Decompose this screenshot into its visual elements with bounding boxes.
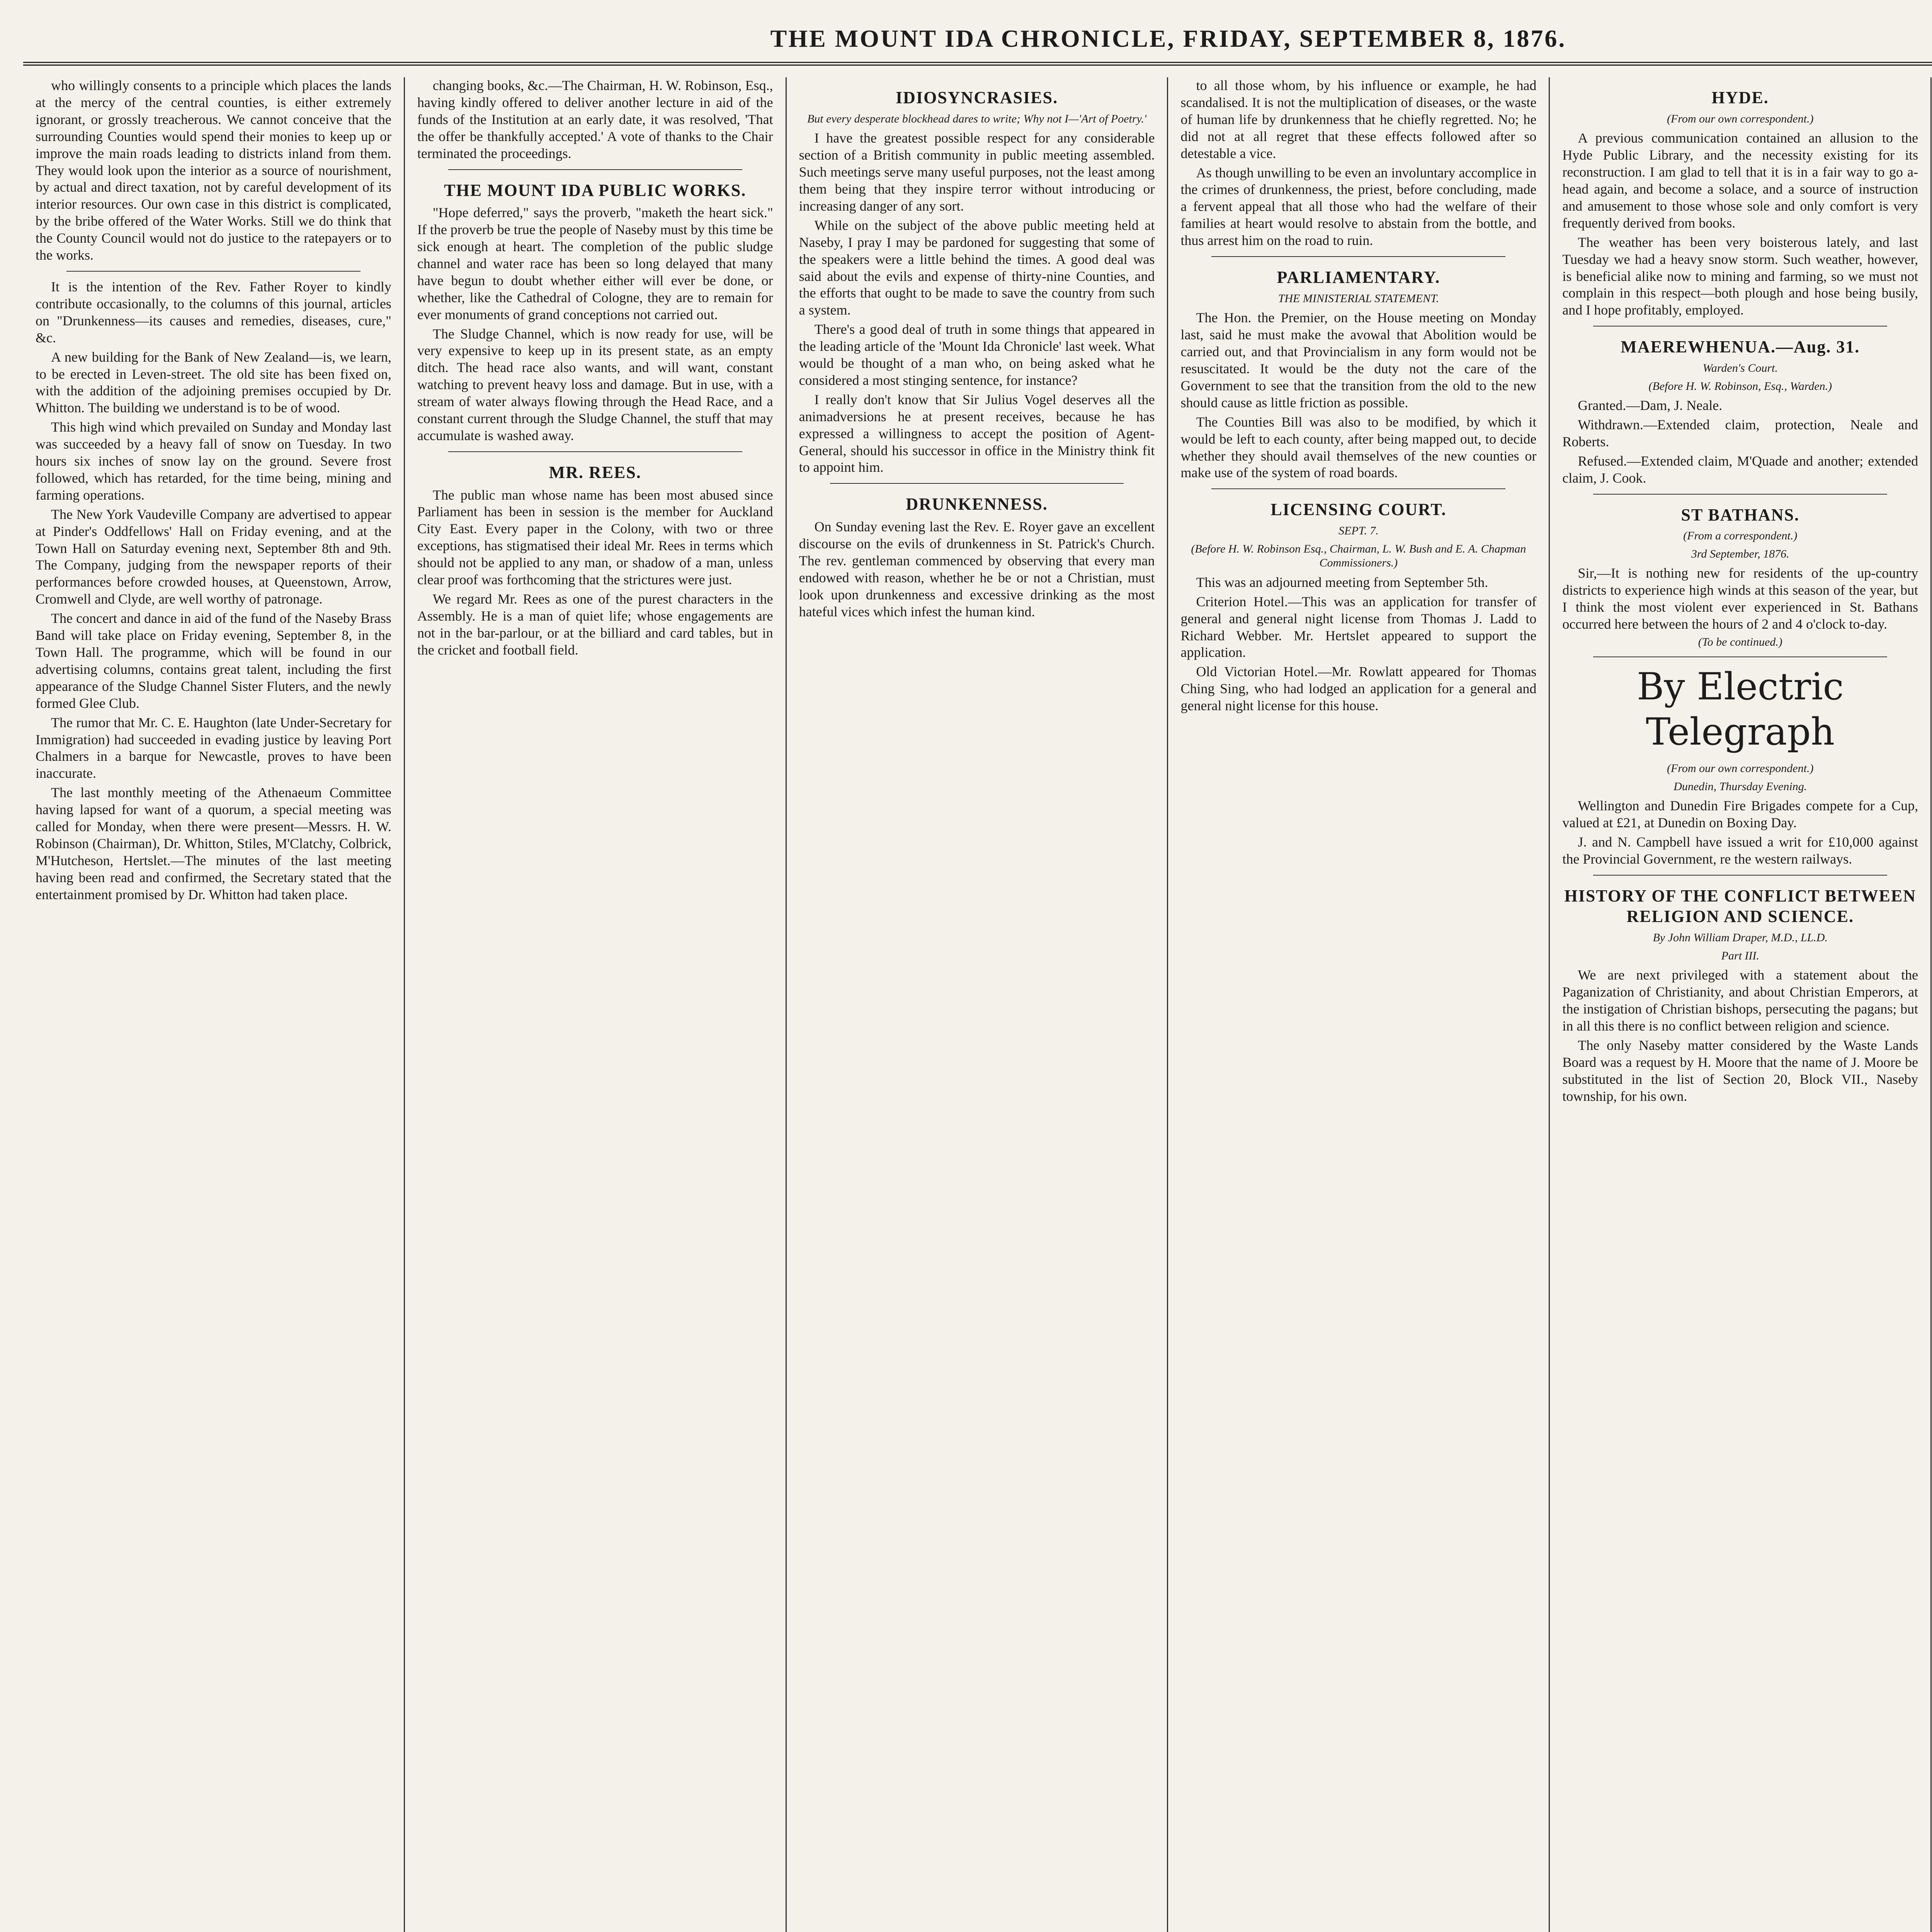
subheading: (Before H. W. Robinson, Esq., Warden.)	[1648, 379, 1832, 393]
section-heading: HYDE.	[1711, 88, 1769, 107]
article-paragraph: "Hope deferred," says the proverb, "maketh the heart sick." If the proverb be true the people of Naseby must by this time be sick enough at heart. The completion of the public sludge channel and water race has been so long delayed that many have begun to doubt whether either will ever be done, or whether, like the Cathedral of Cologne, they are to remain for ever monuments of grand conceptions not carried out.	[417, 205, 773, 322]
section-heading: PARLIAMENTARY.	[1277, 268, 1440, 287]
article-paragraph: This high wind which prevailed on Sunday and Monday last was succeeded by a heavy fall of snow on Tuesday. In two hours six inches of snow lay on the ground. Severe frost followed, which has retarded, for the time being, mining and farming operations.	[36, 419, 391, 503]
article-paragraph: A previous communication contained an allusion to the Hyde Public Library, and the necessity existing for its reconstruction. I am glad to tell that it is in a fair way to go a-head again, and become a solace, and a source of instruction and amusement to those whose sole and only comfort is very frequently derived from books.	[1562, 130, 1918, 231]
article-paragraph: The rumor that Mr. C. E. Haughton (late Under-Secretary for Immigration) had succeeded in evading justice by leaving Port Chalmers in a barque for Newcastle, proves to have been inaccurate.	[36, 714, 391, 781]
article-paragraph: The public man whose name has been most abused since Parliament has been in session is the member for Auckland City East. Every paper in the Colony, with two or three exceptions, has stigmatised their ideal Mr. Rees in terms which should not be applied to any man, or shadow of a man, unless clear proof was forthcoming that the strictures were just.	[417, 487, 773, 588]
byline: By John William Draper, M.D., LL.D.	[1653, 931, 1828, 944]
column-4	[1168, 77, 1550, 1932]
dateline: Dunedin, Thursday Evening.	[1673, 780, 1807, 793]
divider	[830, 483, 1124, 484]
article-paragraph: Refused.—Extended claim, M'Quade and another; extended claim, J. Cook.	[1562, 453, 1918, 486]
article-paragraph: While on the subject of the above public meeting held at Naseby, I pray I may be pardoned for suggesting that some of the speakers were a little behind the times. A good deal was said about the evils and expense of thirty-nine Counties, and the efforts that ought to be made to save the country from such a system.	[799, 217, 1155, 318]
subheading: (Before H. W. Robinson Esq., Chairman, L. W. Bush and E. A. Chapman Commissioners.)	[1191, 542, 1526, 570]
section-heading: MAEREWHENUA.—Aug. 31.	[1621, 337, 1860, 357]
divider	[1593, 656, 1887, 657]
subheading: Warden's Court.	[1702, 361, 1778, 374]
section-heading: HISTORY OF THE CONFLICT BETWEEN RELIGION AND SCIENCE.	[1564, 886, 1916, 926]
article-paragraph: The concert and dance in aid of the fund of the Naseby Brass Band will take place on Friday evening, September 8, in the Town Hall. The programme, which will be found in our advertising columns, contains great talent, including the first appearance of the Sludge Channel Sister Fluters, and the newly formed Glee Club.	[36, 611, 391, 711]
article-paragraph: I really don't know that Sir Julius Vogel deserves all the animadversions he at present receives, because he has expressed a willingness to accept the position of Agent-General, should his successor in office in the Ministry think fit to appoint him.	[799, 391, 1155, 475]
subheading: SEPT. 7.	[1338, 524, 1379, 537]
article-paragraph: The Hon. the Premier, on the House meeting on Monday last, said he must make the avowal that Abolition would be carried out, and that Provincialism in any form would not be resuscitated. It would be the duty not the care of the Government to see that the transition from the old to the new should cause as little friction as possible.	[1180, 310, 1537, 410]
subheading: Part III.	[1721, 949, 1759, 962]
section-heading: ST BATHANS.	[1681, 505, 1799, 524]
article-paragraph: who willingly consents to a principle which places the lands at the mercy of the central counties, is either extremely ignorant, or grossly treacherous. We cannot conceive that the surrounding Counties would spend their monies to keep up or improve the main roads leading to districts inland from them. They would look upon the interior as a source of nourishment, by actual and direct taxation, not by careful development of its interior resources. Our own case in this district is complicated, by the bribe offered of the Water Works. Still we do think that the County Council would not do justice to the ratepayers or to the works.	[36, 78, 391, 263]
column-2	[405, 77, 787, 1932]
section-heading: LICENSING COURT.	[1270, 500, 1447, 519]
subheading: THE MINISTERIAL STATEMENT.	[1278, 292, 1439, 305]
section-heading: MR. REES.	[549, 463, 641, 482]
article-paragraph: A new building for the Bank of New Zealand—is, we learn, to be erected in Leven-street. The old site has been fixed on, with the addition of the adjoining premises occupied by Dr. Whitton. The building we understand is to be of wood.	[36, 349, 391, 416]
newspaper-page	[23, 77, 1932, 1932]
column-5	[1550, 77, 1932, 1932]
article-paragraph: There's a good deal of truth in some things that appeared in the leading article of the 'Mount Ida Chronicle' last week. What would be thought of a man who, on being asked what he considered a most stinging sentence, for instance?	[799, 321, 1155, 388]
section-heading: DRUNKENNESS.	[906, 495, 1048, 514]
divider	[1211, 256, 1505, 257]
article-paragraph: The Sludge Channel, which is now ready for use, will be very expensive to keep up in its present state, as an empty ditch. The head race also wants, and will want, constant watching to prevent heavy loss and damage. But in use, with a stream of water always flowing through the Head Race, and a constant current through the Sludge Channel, the stuff that may accumulate is washed away.	[417, 326, 773, 443]
divider	[448, 451, 742, 452]
masthead: THE MOUNT IDA CHRONICLE, FRIDAY, SEPTEMBER 8, 1876.	[23, 15, 1932, 66]
article-paragraph: Old Victorian Hotel.—Mr. Rowlatt appeared for Thomas Ching Sing, who had lodged an application for a general and general night license for this house.	[1180, 664, 1537, 714]
column-3	[787, 77, 1168, 1932]
section-heading: IDIOSYNCRASIES.	[896, 88, 1058, 107]
divider	[448, 169, 742, 170]
article-paragraph: changing books, &c.—The Chairman, H. W. Robinson, Esq., having kindly offered to deliver another lecture in aid of the funds of the Institution at an early date, it was resolved, 'That the offer be thankfully accepted.' A vote of thanks to the Chair terminated the proceedings.	[417, 78, 773, 161]
article-paragraph: The last monthly meeting of the Athenaeum Committee having lapsed for want of a quorum, a special meeting was called for Monday, when there were present—Messrs. H. W. Robinson (Chairman), Dr. Whitton, Stiles, M'Clatchy, Colbrick, M'Hutcheson, Hertslet.—The minutes of the last meeting having been read and confirmed, the Secretary stated that the entertainment promised by Dr. Whitton had taken place.	[36, 785, 391, 902]
article-paragraph: Withdrawn.—Extended claim, protection, Neale and Roberts.	[1562, 417, 1918, 449]
section-heading: THE MOUNT IDA PUBLIC WORKS.	[444, 180, 747, 200]
subheading: (From our own correspondent.)	[1667, 762, 1814, 775]
article-paragraph: It is the intention of the Rev. Father Royer to kindly contribute occasionally, to the columns of this journal, articles on "Drunkenness—its causes and remedies, diseases, cure," &c.	[36, 279, 391, 345]
article-paragraph: to all those whom, by his influence or example, he had scandalised. It is not the multiplication of diseases, or the waste of human life by drunkenness that he chiefly regretted. No; he did not at all regret that these effects followed after so detestable a vice.	[1180, 78, 1537, 161]
divider	[1211, 488, 1505, 489]
article-paragraph: The Counties Bill was also to be modified, by which it would be left to each county, after being mapped out, to decide whether they should avail themselves of the new counties or make use of the system of road boards.	[1180, 414, 1537, 481]
article-paragraph: The New York Vaudeville Company are advertised to appear at Pinder's Oddfellows' Hall on Friday evening, and at the Town Hall on Saturday evening next, September 8th and 9th. The Company, judging from the newspaper reports of their performances before crowded houses, at Queenstown, Arrow, Cromwell and Clyde, are well worthy of patronage.	[36, 506, 391, 607]
article-paragraph: We are next privileged with a statement about the Paganization of Christianity, and about Christian Emperors, at the instigation of Christian bishops, persecuting the pagans; but in all this there is no conflict between religion and science.	[1562, 967, 1918, 1034]
article-paragraph: Wellington and Dunedin Fire Brigades compete for a Cup, valued at £21, at Dunedin on Boxing Day.	[1562, 798, 1918, 831]
subheading: (From a correspondent.)	[1683, 529, 1798, 543]
continued-note: (To be continued.)	[1698, 636, 1782, 649]
telegraph-heading: By Electric Telegraph	[1636, 665, 1844, 753]
article-paragraph: We regard Mr. Rees as one of the purest characters in the Assembly. He is a man of quiet life; whose engagements are not in the bar-parlour, or at the billiard and card tables, but in the cricket and football field.	[417, 591, 773, 658]
article-paragraph: On Sunday evening last the Rev. E. Royer gave an excellent discourse on the evils of drunkenness in St. Patrick's Church. The rev. gentleman commenced by observing that every man endowed with reason, whether he be or not a Christian, must look upon drunkenness and excessive drinking as the most hateful vices which infest the human kind.	[799, 519, 1155, 619]
article-paragraph: The weather has been very boisterous lately, and last Tuesday we had a heavy snow storm. Such weather, however, is beneficial alike now to mining and farming, so we must not complain in this respect—both plough and hose being busily, and I hope profitably, employed.	[1562, 234, 1918, 318]
subheading: (From our own correspondent.)	[1667, 112, 1814, 125]
column-1	[23, 77, 405, 1932]
divider	[66, 271, 361, 272]
divider	[1593, 494, 1887, 495]
article-paragraph: Sir,—It is nothing new for residents of the up-country districts to experience high winds at this season of the year, but I think the most violent ever experienced in St. Bathans occurred here between the hours of 2 and 4 o'clock to-day.	[1562, 565, 1918, 632]
article-paragraph: Granted.—Dam, J. Neale.	[1578, 398, 1723, 413]
divider	[1593, 326, 1887, 327]
divider	[1593, 875, 1887, 876]
article-paragraph: I have the greatest possible respect for any considerable section of a British community in public meeting assembled. Such meetings serve many useful purposes, not the least among them being that they inspire terror without introducing or increasing danger of any sort.	[799, 130, 1155, 214]
article-paragraph: This was an adjourned meeting from September 5th.	[1196, 574, 1488, 590]
article-paragraph: Criterion Hotel.—This was an application for transfer of general and general night license from Thomas J. Ladd to Richard Webber. Mr. Hertslet appeared to support the application.	[1180, 594, 1537, 660]
epigraph: But every desperate blockhead dares to write; Why not I—'Art of Poetry.'	[807, 112, 1147, 125]
subheading: 3rd September, 1876.	[1691, 547, 1789, 560]
article-paragraph: J. and N. Campbell have issued a writ for £10,000 against the Provincial Government, re the western railways.	[1562, 834, 1918, 867]
article-paragraph: As though unwilling to be even an involuntary accomplice in the crimes of drunkenness, the priest, before concluding, made a fervent appeal that all those who had the welfare of their families at heart would resolve to abstain from the bottle, and thus arrest him on the road to ruin.	[1180, 165, 1537, 248]
article-paragraph: The only Naseby matter considered by the Waste Lands Board was a request by H. Moore that the name of J. Moore be substituted in the list of Section 20, Block VII., Naseby township, for his own.	[1562, 1037, 1918, 1104]
